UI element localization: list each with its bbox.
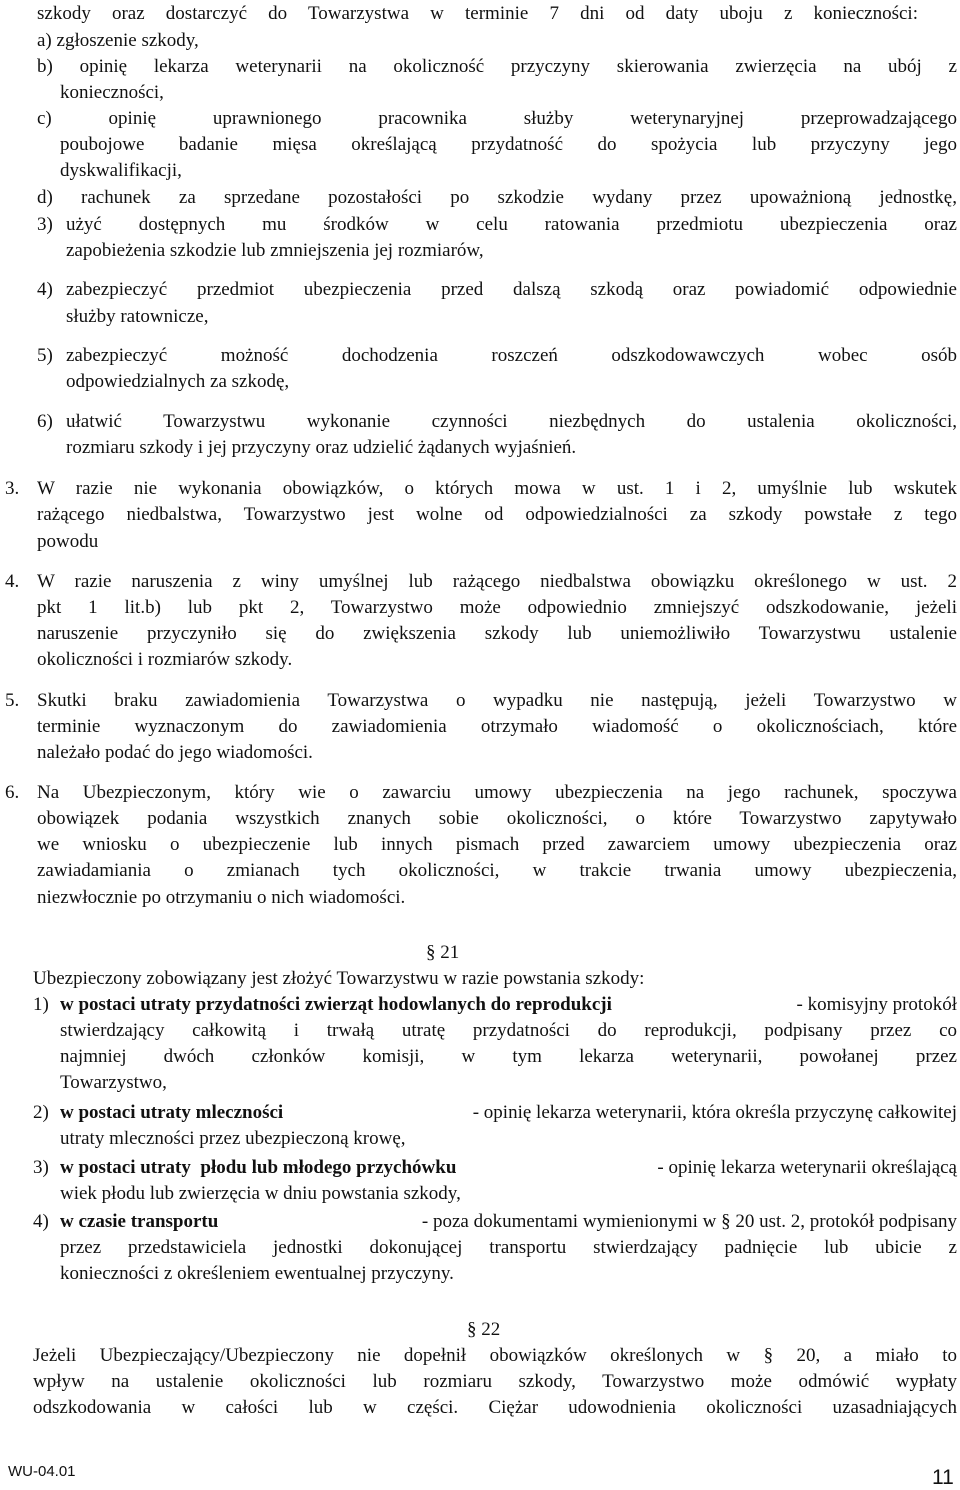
text-line: Towarzystwo,	[60, 1072, 167, 1093]
text-line: a) zgłoszenie szkody,	[37, 30, 199, 51]
text-line: wiek płodu lub zwierzęcia w dniu powstania szkody,	[60, 1183, 461, 1204]
text-span: - poza dokumentami wymienionymi w § 20 ust. 2, protokół podpisany	[417, 1211, 957, 1232]
text-line: obowiązek podania wszystkich znanych sobie okoliczności, o które Towarzystwo zapytywało	[37, 808, 957, 829]
text-line: d) rachunek za sprzedane pozostałości po szkodzie wydany przez upoważnioną jednostkę,	[37, 187, 957, 208]
text-line: Jeżeli Ubezpieczający/Ubezpieczony nie dopełnił obowiązków określonych w § 20, a miało to	[33, 1345, 957, 1366]
text-line: wpływ na ustalenie okoliczności lub rozmiaru szkody, Towarzystwo może odmówić wypłaty	[33, 1371, 957, 1392]
text-line: okoliczności i rozmiarów szkody.	[37, 649, 293, 670]
list-number: 3)	[33, 1157, 49, 1178]
text-span: - opinię lekarza weterynarii, która określa przyczynę całkowitej	[467, 1102, 957, 1123]
paragraph-number: 6.	[5, 782, 20, 803]
footer-document-code: WU-04.01	[8, 1463, 76, 1480]
text-line: stwierdzający całkowitą i trwałą utratę przydatności do reprodukcji, podpisany przez co	[60, 1020, 957, 1041]
section-title: § 21	[426, 942, 460, 963]
text-line: poubojowe badanie mięsa określającą przydatność do spożycia lub przyczyny jego	[60, 134, 957, 155]
paragraph-number: 4.	[5, 571, 20, 592]
text-line: dyskwalifikacji,	[60, 160, 182, 181]
list-number: 2)	[33, 1102, 49, 1123]
list-item-first-line	[60, 1156, 957, 1180]
text-span: - komisyjny protokół	[791, 994, 957, 1015]
list-item-first-line	[60, 993, 957, 1017]
list-number: 5)	[37, 345, 53, 366]
bold-phrase: w postaci utraty mleczności	[60, 1102, 284, 1123]
text-line: b) opinię lekarza weterynarii na okoliczność przyczyny skierowania zwierzęcia na ubój z	[37, 56, 957, 77]
text-line: najmniej dwóch członków komisji, w tym lekarza weterynarii, powołanej przez	[60, 1046, 957, 1067]
text-line: naruszenie przyczyniło się do zwiększenia szkody lub uniemożliwiło Towarzystwu ustalenie	[37, 623, 957, 644]
text-line: W razie nie wykonania obowiązków, o których mowa w ust. 1 i 2, umyślnie lub wskutek	[37, 478, 957, 499]
section-intro: Ubezpieczony zobowiązany jest złożyć Towarzystwu w razie powstania szkody:	[33, 968, 645, 989]
text-line: utraty mleczności przez ubezpieczoną krowę,	[60, 1128, 406, 1149]
text-line: konieczności z określeniem ewentualnej przyczyny.	[60, 1263, 454, 1284]
text-line: przez przedstawiciela jednostki dokonującej transportu stwierdzający padnięcie lub ubicie z	[60, 1237, 957, 1258]
text-line: we wniosku o ubezpieczenie lub innych pismach przed zawarciem umowy ubezpieczenia oraz	[37, 834, 957, 855]
text-line: zawiadamiania o zmianach tych okoliczności, w trakcie trwania umowy ubezpieczenia,	[37, 860, 957, 881]
text-line: zapobieżenia szkodzie lub zmniejszenia jej rozmiarów,	[66, 240, 484, 261]
text-line: zabezpieczyć przedmiot ubezpieczenia przed dalszą szkodą oraz powiadomić odpowiednie	[66, 279, 957, 300]
text-line: c) opinię uprawnionego pracownika służby weterynaryjnej przeprowadzającego	[37, 108, 957, 129]
paragraph-number: 5.	[5, 690, 20, 711]
text-line: odszkodowania w całości lub w części. Ciężar udowodnienia okoliczności uzasadniających	[33, 1397, 957, 1418]
list-number: 3)	[37, 214, 53, 235]
text-line: pkt 1 lit.b) lub pkt 2, Towarzystwo może odpowiednio zmniejszyć odszkodowanie, jeżeli	[37, 597, 957, 618]
list-number: 4)	[33, 1211, 49, 1232]
text-line: szkody oraz dostarczyć do Towarzystwa w terminie 7 dni od daty uboju z konieczności:	[37, 3, 918, 24]
text-line: należało podać do jego wiadomości.	[37, 742, 313, 763]
text-line: Na Ubezpieczonym, który wie o zawarciu umowy ubezpieczenia na jego rachunek, spoczywa	[37, 782, 957, 803]
list-number: 4)	[37, 279, 53, 300]
paragraph-number: 3.	[5, 478, 20, 499]
list-item-first-line	[60, 1101, 957, 1125]
text-line: użyć dostępnych mu środków w celu ratowania przedmiotu ubezpieczenia oraz	[66, 214, 957, 235]
text-line: rozmiaru szkody i jej przyczyny oraz udzielić żądanych wyjaśnień.	[66, 437, 577, 458]
text-line: niezwłocznie po otrzymaniu o nich wiadomości.	[37, 887, 406, 908]
bold-phrase: w postaci utraty przydatności zwierząt hodowlanych do reprodukcji	[60, 994, 612, 1015]
text-line: powodu	[37, 531, 99, 552]
text-line: W razie naruszenia z winy umyślnej lub rażącego niedbalstwa obowiązku określonego w ust. 2	[37, 571, 957, 592]
list-item-first-line	[60, 1210, 957, 1234]
text-line: terminie wyznaczonym do zawiadomienia otrzymało wiadomość o okolicznościach, które	[37, 716, 957, 737]
page-number: 11	[932, 1466, 954, 1489]
text-line: zabezpieczyć możność dochodzenia roszczeń odszkodowawczych wobec osób	[66, 345, 957, 366]
text-line: Skutki braku zawiadomienia Towarzystwa o wypadku nie następują, jeżeli Towarzystwo w	[37, 690, 957, 711]
text-line: służby ratownicze,	[66, 306, 209, 327]
bold-phrase: w czasie transportu	[60, 1211, 219, 1232]
text-line: rażącego niedbalstwa, Towarzystwo jest wolne od odpowiedzialności za szkody powstałe z tego	[37, 504, 957, 525]
list-number: 1)	[33, 994, 49, 1015]
text-span: - opinię lekarza weterynarii określającą	[652, 1157, 957, 1178]
section-title: § 22	[467, 1319, 501, 1340]
bold-phrase: w postaci utraty płodu lub młodego przychówku	[60, 1157, 457, 1178]
text-line: ułatwić Towarzystwu wykonanie czynności niezbędnych do ustalenia okoliczności,	[66, 411, 957, 432]
text-line: odpowiedzialnych za szkodę,	[66, 371, 290, 392]
list-number: 6)	[37, 411, 53, 432]
text-line: konieczności,	[60, 82, 164, 103]
